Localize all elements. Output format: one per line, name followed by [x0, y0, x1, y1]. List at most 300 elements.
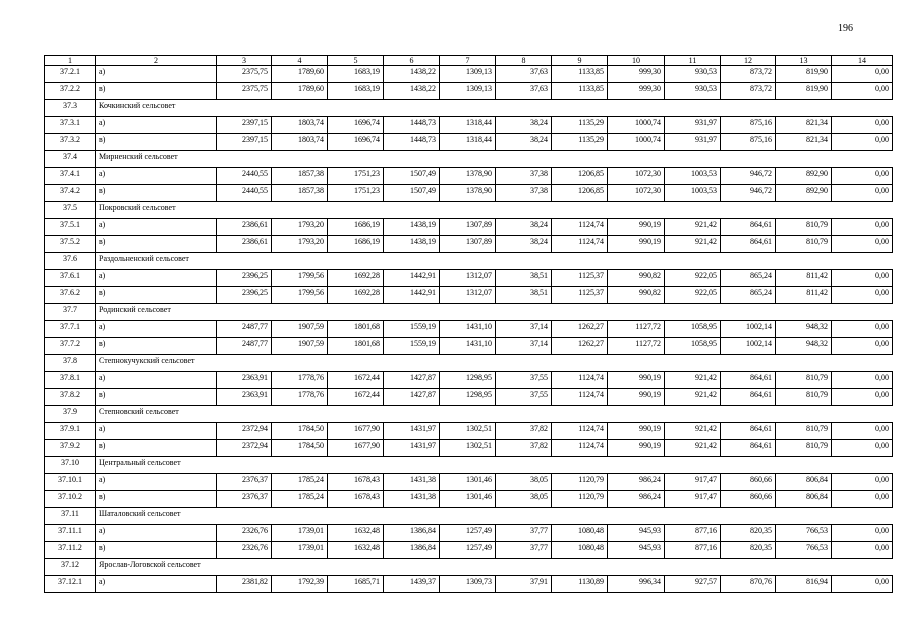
table-cell: 892,90: [776, 185, 832, 202]
table-cell: 1793,20: [272, 219, 328, 236]
row-label: а): [96, 525, 217, 542]
table-cell: 864,61: [721, 372, 776, 389]
table-cell: 945,93: [608, 542, 665, 559]
table-cell: 2440,55: [217, 185, 272, 202]
section-row: [45, 151, 893, 168]
table-row: [45, 372, 893, 389]
table-cell: 1312,07: [440, 287, 496, 304]
table-cell: 38,05: [496, 474, 552, 491]
table-cell: 922,05: [665, 287, 721, 304]
table-cell: 37,63: [496, 66, 552, 83]
column-header: 9: [552, 56, 608, 66]
section-id: 37.6: [45, 253, 96, 270]
table-cell: 2487,77: [217, 321, 272, 338]
section-row: [45, 304, 893, 321]
table-cell: 820,35: [721, 525, 776, 542]
table-cell: 1386,84: [384, 542, 440, 559]
table-cell: 811,42: [776, 287, 832, 304]
table-cell: 37,14: [496, 338, 552, 355]
table-cell: 1739,01: [272, 542, 328, 559]
table-cell: 38,51: [496, 287, 552, 304]
table-cell: 1784,50: [272, 423, 328, 440]
table-cell: 1751,23: [328, 168, 384, 185]
table-cell: 945,93: [608, 525, 665, 542]
table-cell: 0,00: [832, 168, 893, 185]
section-id: 37.3: [45, 100, 96, 117]
row-id: 37.6.2: [45, 287, 96, 304]
table-cell: 1857,38: [272, 168, 328, 185]
table-cell: 990,19: [608, 219, 665, 236]
section-id: 37.8: [45, 355, 96, 372]
table-cell: 1000,74: [608, 134, 665, 151]
table-cell: 1427,87: [384, 372, 440, 389]
table-cell: 1298,95: [440, 372, 496, 389]
table-cell: 1678,43: [328, 491, 384, 508]
section-id: 37.7: [45, 304, 96, 321]
table-cell: 819,90: [776, 66, 832, 83]
table-cell: 990,19: [608, 236, 665, 253]
column-header: 2: [96, 56, 217, 66]
section-name: Родинский сельсовет: [96, 304, 893, 321]
table-row: [45, 219, 893, 236]
row-label: в): [96, 185, 217, 202]
table-cell: 865,24: [721, 287, 776, 304]
table-cell: 1751,23: [328, 185, 384, 202]
row-label: а): [96, 168, 217, 185]
table-cell: 1431,38: [384, 474, 440, 491]
table-cell: 1120,79: [552, 491, 608, 508]
table-cell: 2363,91: [217, 389, 272, 406]
row-label: а): [96, 372, 217, 389]
table-cell: 1559,19: [384, 338, 440, 355]
table-cell: 864,61: [721, 236, 776, 253]
table-cell: 1438,22: [384, 66, 440, 83]
table-cell: 1692,28: [328, 270, 384, 287]
table-cell: 1632,48: [328, 542, 384, 559]
table-cell: 1206,85: [552, 185, 608, 202]
section-row: [45, 457, 893, 474]
table-cell: 986,24: [608, 474, 665, 491]
table-cell: 921,42: [665, 440, 721, 457]
table-cell: 1080,48: [552, 525, 608, 542]
table-cell: 892,90: [776, 168, 832, 185]
table-row: [45, 338, 893, 355]
row-label: а): [96, 270, 217, 287]
row-id: 37.10.2: [45, 491, 96, 508]
table-cell: 810,79: [776, 440, 832, 457]
table-cell: 864,61: [721, 440, 776, 457]
table-cell: 1442,91: [384, 287, 440, 304]
section-row: [45, 559, 893, 576]
table-cell: 1857,38: [272, 185, 328, 202]
table-cell: 1133,85: [552, 66, 608, 83]
table-cell: 877,16: [665, 542, 721, 559]
table-cell: 1678,43: [328, 474, 384, 491]
table-cell: 1072,30: [608, 168, 665, 185]
table-cell: 1125,37: [552, 287, 608, 304]
row-label: в): [96, 389, 217, 406]
table-cell: 0,00: [832, 134, 893, 151]
table-cell: 990,19: [608, 423, 665, 440]
table-cell: 1301,46: [440, 474, 496, 491]
table-cell: 1302,51: [440, 440, 496, 457]
table-cell: 0,00: [832, 491, 893, 508]
table-cell: 1448,73: [384, 117, 440, 134]
row-label: а): [96, 219, 217, 236]
table-cell: 1386,84: [384, 525, 440, 542]
table-cell: 1778,76: [272, 372, 328, 389]
table-cell: 990,82: [608, 287, 665, 304]
row-id: 37.10.1: [45, 474, 96, 491]
row-id: 37.7.2: [45, 338, 96, 355]
row-label: а): [96, 321, 217, 338]
table-cell: 821,34: [776, 117, 832, 134]
table-cell: 1000,74: [608, 117, 665, 134]
table-cell: 1632,48: [328, 525, 384, 542]
row-id: 37.9.1: [45, 423, 96, 440]
column-header: 6: [384, 56, 440, 66]
table-cell: 1307,89: [440, 236, 496, 253]
table-cell: 0,00: [832, 236, 893, 253]
table-cell: 37,55: [496, 372, 552, 389]
row-label: а): [96, 66, 217, 83]
table-cell: 1686,19: [328, 236, 384, 253]
table-cell: 806,84: [776, 491, 832, 508]
row-label: в): [96, 287, 217, 304]
table-cell: 1803,74: [272, 117, 328, 134]
table-cell: 1262,27: [552, 338, 608, 355]
row-id: 37.6.1: [45, 270, 96, 287]
table-cell: 1692,28: [328, 287, 384, 304]
table-cell: 1130,89: [552, 576, 608, 593]
table-cell: 1785,24: [272, 474, 328, 491]
table-row: [45, 185, 893, 202]
section-id: 37.5: [45, 202, 96, 219]
table-cell: 1312,07: [440, 270, 496, 287]
table-cell: 1135,29: [552, 134, 608, 151]
section-row: [45, 508, 893, 525]
table-cell: 917,47: [665, 474, 721, 491]
table-cell: 0,00: [832, 66, 893, 83]
table-cell: 766,53: [776, 542, 832, 559]
table-cell: 1378,90: [440, 185, 496, 202]
table-cell: 2396,25: [217, 270, 272, 287]
table-row: [45, 576, 893, 593]
table-cell: 1301,46: [440, 491, 496, 508]
table-cell: 2386,61: [217, 236, 272, 253]
table-cell: 2372,94: [217, 440, 272, 457]
row-id: 37.9.2: [45, 440, 96, 457]
table-cell: 917,47: [665, 491, 721, 508]
table-cell: 37,38: [496, 185, 552, 202]
column-header: 3: [217, 56, 272, 66]
table-cell: 0,00: [832, 525, 893, 542]
table-cell: 1127,72: [608, 321, 665, 338]
table-cell: 990,82: [608, 270, 665, 287]
table-cell: 1792,39: [272, 576, 328, 593]
table-cell: 996,34: [608, 576, 665, 593]
table-cell: 0,00: [832, 474, 893, 491]
table-row: [45, 168, 893, 185]
row-label: в): [96, 236, 217, 253]
table-cell: 766,53: [776, 525, 832, 542]
table-cell: 0,00: [832, 83, 893, 100]
row-label: в): [96, 491, 217, 508]
row-label: в): [96, 83, 217, 100]
table-cell: 921,42: [665, 389, 721, 406]
table-cell: 37,77: [496, 525, 552, 542]
section-name: Степнокучукский сельсовет: [96, 355, 893, 372]
table-cell: 864,61: [721, 389, 776, 406]
row-id: 37.3.2: [45, 134, 96, 151]
table-row: [45, 270, 893, 287]
table-cell: 1124,74: [552, 219, 608, 236]
table-cell: 1058,95: [665, 321, 721, 338]
table-cell: 921,42: [665, 372, 721, 389]
table-row: [45, 491, 893, 508]
column-header: 10: [608, 56, 665, 66]
table-cell: 1427,87: [384, 389, 440, 406]
table-cell: 2440,55: [217, 168, 272, 185]
table-cell: 2375,75: [217, 66, 272, 83]
table-cell: 2487,77: [217, 338, 272, 355]
table-cell: 1442,91: [384, 270, 440, 287]
table-cell: 1431,97: [384, 440, 440, 457]
table-cell: 1439,37: [384, 576, 440, 593]
table-cell: 2363,91: [217, 372, 272, 389]
table-cell: 930,53: [665, 66, 721, 83]
header-row: [45, 56, 893, 66]
table-cell: 1262,27: [552, 321, 608, 338]
table-cell: 873,72: [721, 83, 776, 100]
table-cell: 1003,53: [665, 185, 721, 202]
table-cell: 1789,60: [272, 66, 328, 83]
table-cell: 1124,74: [552, 423, 608, 440]
table-cell: 38,24: [496, 219, 552, 236]
table-cell: 0,00: [832, 440, 893, 457]
table-cell: 986,24: [608, 491, 665, 508]
row-label: в): [96, 542, 217, 559]
table-cell: 875,16: [721, 134, 776, 151]
table-cell: 810,79: [776, 236, 832, 253]
row-id: 37.7.1: [45, 321, 96, 338]
row-label: а): [96, 474, 217, 491]
table-cell: 1696,74: [328, 134, 384, 151]
table-cell: 37,63: [496, 83, 552, 100]
table-cell: 1125,37: [552, 270, 608, 287]
row-label: в): [96, 134, 217, 151]
table-cell: 1507,49: [384, 185, 440, 202]
table-cell: 1438,19: [384, 236, 440, 253]
table-cell: 1135,29: [552, 117, 608, 134]
table-cell: 1431,97: [384, 423, 440, 440]
section-row: [45, 202, 893, 219]
table-cell: 1318,44: [440, 117, 496, 134]
section-row: [45, 100, 893, 117]
table-cell: 931,97: [665, 117, 721, 134]
row-id: 37.2.2: [45, 83, 96, 100]
table-cell: 921,42: [665, 423, 721, 440]
section-name: Мирненский сельсовет: [96, 151, 893, 168]
table-cell: 1058,95: [665, 338, 721, 355]
table-cell: 38,24: [496, 134, 552, 151]
table-cell: 948,32: [776, 338, 832, 355]
column-header: 12: [721, 56, 776, 66]
table-cell: 990,19: [608, 389, 665, 406]
table-cell: 38,51: [496, 270, 552, 287]
table-cell: 0,00: [832, 270, 893, 287]
table-row: [45, 525, 893, 542]
row-id: 37.5.1: [45, 219, 96, 236]
table-cell: 2396,25: [217, 287, 272, 304]
table-cell: 38,24: [496, 236, 552, 253]
table-cell: 1683,19: [328, 66, 384, 83]
table-cell: 860,66: [721, 474, 776, 491]
section-name: Центральный сельсовет: [96, 457, 893, 474]
table-cell: 2372,94: [217, 423, 272, 440]
table-cell: 1431,10: [440, 338, 496, 355]
table-cell: 877,16: [665, 525, 721, 542]
table-cell: 0,00: [832, 287, 893, 304]
table-cell: 921,42: [665, 236, 721, 253]
table-row: [45, 423, 893, 440]
table-row: [45, 134, 893, 151]
table-cell: 810,79: [776, 423, 832, 440]
table-cell: 0,00: [832, 117, 893, 134]
column-header: 7: [440, 56, 496, 66]
table-cell: 1124,74: [552, 440, 608, 457]
table-cell: 2326,76: [217, 542, 272, 559]
table-cell: 38,24: [496, 117, 552, 134]
row-label: в): [96, 338, 217, 355]
table-cell: 816,94: [776, 576, 832, 593]
table-cell: 931,97: [665, 134, 721, 151]
table-cell: 1507,49: [384, 168, 440, 185]
table-cell: 1448,73: [384, 134, 440, 151]
table-cell: 1309,13: [440, 66, 496, 83]
table-cell: 1072,30: [608, 185, 665, 202]
column-header: 1: [45, 56, 96, 66]
section-name: Покровский сельсовет: [96, 202, 893, 219]
table-cell: 1793,20: [272, 236, 328, 253]
table-cell: 1206,85: [552, 168, 608, 185]
table-cell: 1739,01: [272, 525, 328, 542]
table-row: [45, 474, 893, 491]
table-cell: 1120,79: [552, 474, 608, 491]
table-cell: 1003,53: [665, 168, 721, 185]
table-row: [45, 117, 893, 134]
table-cell: 1677,90: [328, 440, 384, 457]
table-cell: 1438,22: [384, 83, 440, 100]
table-cell: 37,38: [496, 168, 552, 185]
column-header: 13: [776, 56, 832, 66]
table-cell: 1257,49: [440, 542, 496, 559]
table-row: [45, 389, 893, 406]
table-cell: 1127,72: [608, 338, 665, 355]
table-cell: 37,82: [496, 423, 552, 440]
table-cell: 1685,71: [328, 576, 384, 593]
table-cell: 1438,19: [384, 219, 440, 236]
section-row: [45, 406, 893, 423]
table-cell: 2326,76: [217, 525, 272, 542]
section-id: 37.10: [45, 457, 96, 474]
table-cell: 1307,89: [440, 219, 496, 236]
table-cell: 0,00: [832, 338, 893, 355]
table-cell: 2397,15: [217, 117, 272, 134]
table-cell: 1002,14: [721, 338, 776, 355]
table-cell: 2376,37: [217, 474, 272, 491]
section-name: Шаталовский сельсовет: [96, 508, 893, 525]
table-cell: 1559,19: [384, 321, 440, 338]
table-cell: 2376,37: [217, 491, 272, 508]
table-cell: 2375,75: [217, 83, 272, 100]
column-header: 4: [272, 56, 328, 66]
table-cell: 2397,15: [217, 134, 272, 151]
section-id: 37.4: [45, 151, 96, 168]
row-id: 37.4.1: [45, 168, 96, 185]
table-cell: 946,72: [721, 185, 776, 202]
row-id: 37.11.2: [45, 542, 96, 559]
section-row: [45, 253, 893, 270]
table-cell: 873,72: [721, 66, 776, 83]
row-id: 37.4.2: [45, 185, 96, 202]
table-cell: 1080,48: [552, 542, 608, 559]
table-cell: 1683,19: [328, 83, 384, 100]
row-id: 37.12.1: [45, 576, 96, 593]
table-row: [45, 66, 893, 83]
row-label: а): [96, 576, 217, 593]
section-id: 37.12: [45, 559, 96, 576]
table-cell: 37,91: [496, 576, 552, 593]
row-id: 37.2.1: [45, 66, 96, 83]
table-cell: 37,82: [496, 440, 552, 457]
table-cell: 870,76: [721, 576, 776, 593]
table-cell: 806,84: [776, 474, 832, 491]
table-cell: 2381,82: [217, 576, 272, 593]
table-cell: 1799,56: [272, 287, 328, 304]
table-cell: 1907,59: [272, 321, 328, 338]
table-cell: 1803,74: [272, 134, 328, 151]
table-row: [45, 542, 893, 559]
table-cell: 865,24: [721, 270, 776, 287]
table-cell: 1799,56: [272, 270, 328, 287]
table-cell: 1686,19: [328, 219, 384, 236]
table-cell: 1801,68: [328, 321, 384, 338]
table-cell: 1309,73: [440, 576, 496, 593]
table-cell: 820,35: [721, 542, 776, 559]
table-cell: 1784,50: [272, 440, 328, 457]
table-cell: 1124,74: [552, 372, 608, 389]
table-cell: 2386,61: [217, 219, 272, 236]
table-cell: 819,90: [776, 83, 832, 100]
row-label: а): [96, 423, 217, 440]
row-id: 37.8.2: [45, 389, 96, 406]
row-label: в): [96, 440, 217, 457]
table-cell: 930,53: [665, 83, 721, 100]
table-cell: 1302,51: [440, 423, 496, 440]
column-header: 8: [496, 56, 552, 66]
section-name: Ярослав-Логовской сельсовет: [96, 559, 893, 576]
table-cell: 990,19: [608, 372, 665, 389]
table-cell: 999,30: [608, 66, 665, 83]
table-row: [45, 83, 893, 100]
section-row: [45, 355, 893, 372]
table-row: [45, 236, 893, 253]
section-id: 37.9: [45, 406, 96, 423]
column-header: 5: [328, 56, 384, 66]
table-cell: 860,66: [721, 491, 776, 508]
table-cell: 0,00: [832, 576, 893, 593]
